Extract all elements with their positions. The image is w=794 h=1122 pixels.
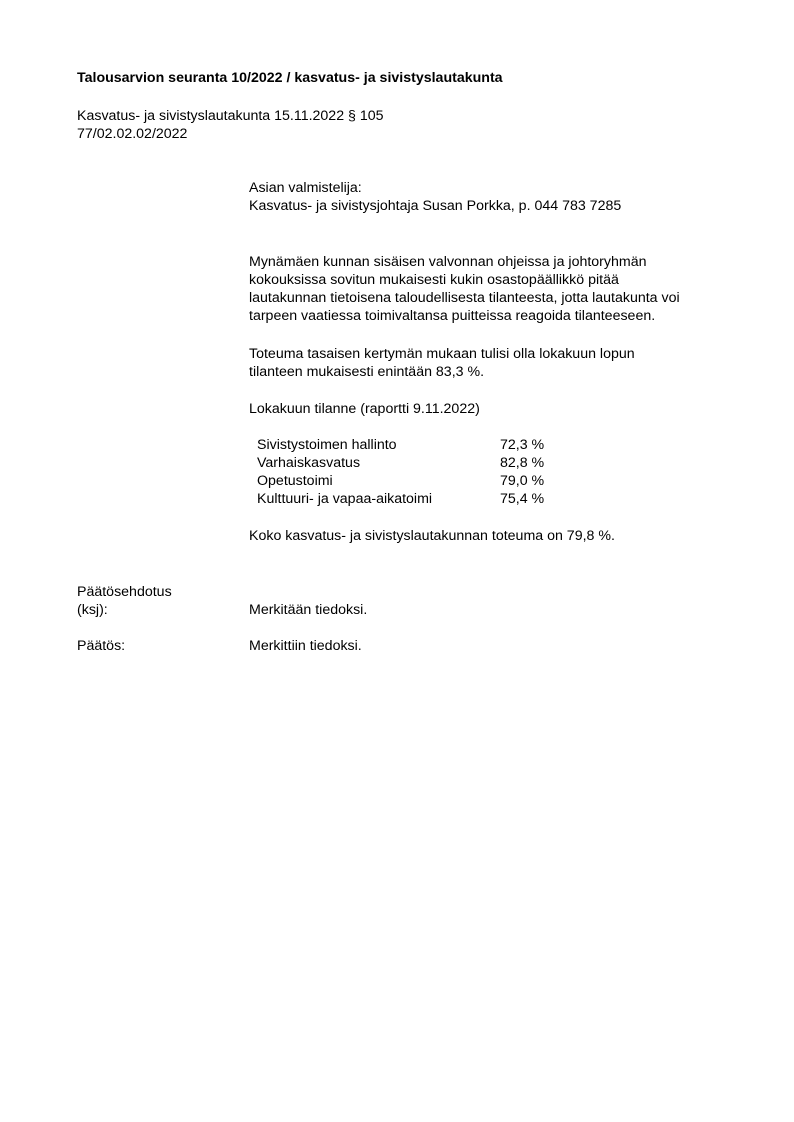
meeting-info — [77, 107, 384, 143]
proposal-label-line: Päätösehdotus — [77, 584, 172, 600]
unit-value: 72,3 % — [500, 437, 545, 453]
reference-number: 77/02.02.02/2022 — [77, 126, 188, 142]
target-line: Toteuma tasaisen kertymän mukaan tulisi olla lokakuun lopun — [249, 346, 635, 362]
status-table-row — [257, 472, 544, 490]
intro-line: lautakunnan tietoisena taloudellisesta tilanteesta, jotta lautakunta voi — [249, 290, 680, 306]
unit-name: Sivistystoimen hallinto — [257, 437, 397, 453]
target-line: tilanteen mukaisesti enintään 83,3 %. — [249, 364, 485, 380]
preparer-name: Kasvatus- ja sivistysjohtaja Susan Porkka, p. 044 783 7285 — [249, 198, 622, 214]
preparer-block — [249, 179, 621, 215]
status-heading: Lokakuun tilanne (raportti 9.11.2022) — [249, 401, 480, 417]
unit-name: Opetustoimi — [257, 473, 333, 489]
target-paragraph — [249, 345, 635, 381]
decision-text: Merkittiin tiedoksi. — [249, 638, 362, 654]
unit-value: 82,8 % — [500, 455, 545, 471]
unit-value: 75,4 % — [500, 491, 545, 507]
intro-line: Mynämäen kunnan sisäisen valvonnan ohjeissa ja johtoryhmän — [249, 254, 647, 270]
intro-line: tarpeen vaatiessa toimivaltansa puitteissa reagoida tilanteeseen. — [249, 308, 656, 324]
status-table-row — [257, 454, 544, 472]
proposal-label — [77, 583, 172, 619]
decision-label: Päätös: — [77, 638, 126, 654]
unit-name: Varhaiskasvatus — [257, 455, 361, 471]
proposal-label-line: (ksj): — [77, 602, 108, 618]
unit-value: 79,0 % — [500, 473, 545, 489]
document-title: Talousarvion seuranta 10/2022 / kasvatus- ja sivistyslautakunta — [77, 70, 503, 86]
status-table-row — [257, 490, 544, 508]
preparer-label: Asian valmistelija: — [249, 180, 362, 196]
meeting-line: Kasvatus- ja sivistyslautakunta 15.11.2022 § 105 — [77, 108, 384, 124]
total-line: Koko kasvatus- ja sivistyslautakunnan toteuma on 79,8 %. — [249, 528, 615, 544]
proposal-text: Merkitään tiedoksi. — [249, 602, 368, 618]
intro-line: kokouksissa sovitun mukaisesti kukin osastopäällikkö pitää — [249, 272, 619, 288]
intro-paragraph — [249, 253, 680, 325]
status-table-row — [257, 436, 544, 454]
unit-name: Kulttuuri- ja vapaa-aikatoimi — [257, 491, 433, 507]
